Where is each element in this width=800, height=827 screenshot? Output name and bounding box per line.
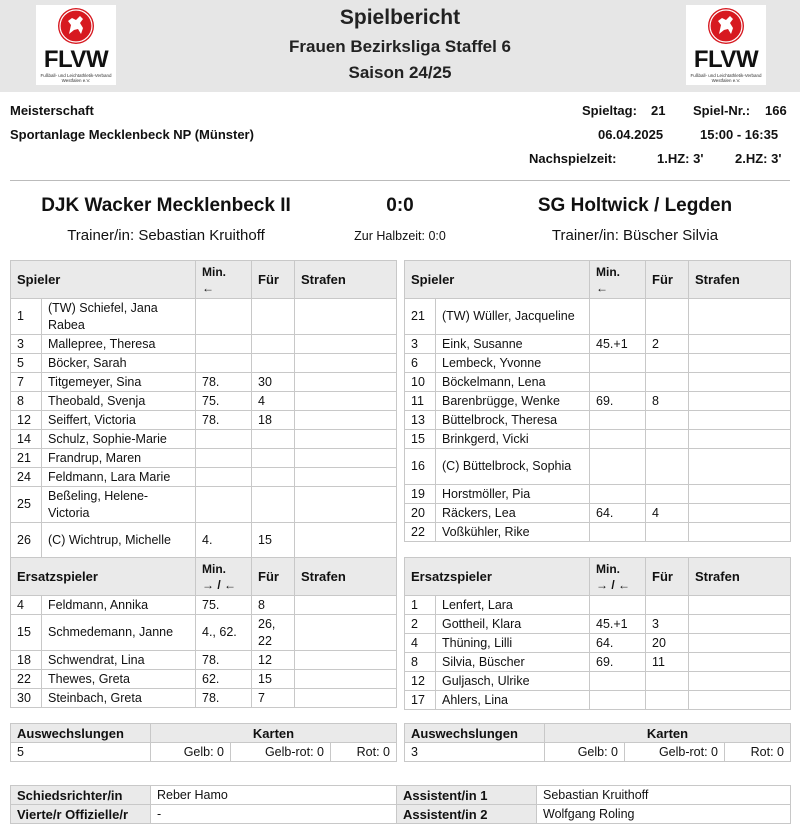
- penalties: [689, 523, 791, 542]
- player-number: 1: [405, 596, 436, 615]
- player-name: Schwendrat, Lina: [42, 651, 196, 670]
- assistant2-name: Wolfgang Roling: [537, 805, 791, 824]
- player-number: 25: [11, 487, 42, 523]
- home-team: DJK Wacker Mecklenbeck II: [41, 195, 291, 216]
- horse-crest-icon: [708, 8, 744, 44]
- player-number: 17: [405, 691, 436, 710]
- minute: 69.: [590, 392, 646, 411]
- table-row: [405, 485, 791, 504]
- table-header-row: [11, 724, 397, 743]
- table-row: [11, 430, 397, 449]
- replaced-number: [252, 335, 295, 354]
- table-row: [405, 634, 791, 653]
- table-row: [11, 689, 397, 708]
- penalties: [689, 504, 791, 523]
- table-row: [11, 354, 397, 373]
- player-name: Barenbrügge, Wenke: [436, 392, 590, 411]
- table-header-row: [405, 724, 791, 743]
- player-header: Spieler: [405, 261, 590, 299]
- minute: [590, 299, 646, 335]
- penalties: [689, 449, 791, 485]
- player-name: (C) Wichtrup, Michelle: [42, 523, 196, 559]
- for-header: Für: [252, 558, 295, 596]
- penalties: [295, 523, 397, 559]
- substitutions-header: Auswechslungen: [405, 724, 545, 743]
- player-number: 11: [405, 392, 436, 411]
- table-row: [11, 487, 397, 523]
- minute: 75.: [196, 392, 252, 411]
- player-name: Räckers, Lea: [436, 504, 590, 523]
- minute: [196, 354, 252, 373]
- replaced-number: [646, 691, 689, 710]
- minute: [590, 411, 646, 430]
- table-row: [11, 596, 397, 615]
- extra-time-h1: 1.HZ: 3': [657, 151, 704, 166]
- venue: Sportanlage Mecklenbeck NP (Münster): [10, 127, 254, 142]
- player-name: Horstmöller, Pia: [436, 485, 590, 504]
- minute: 4., 62.: [196, 615, 252, 651]
- table-row: [11, 651, 397, 670]
- penalties: [295, 689, 397, 708]
- table-row: [11, 743, 397, 762]
- table-row: [11, 786, 791, 805]
- penalties: [689, 373, 791, 392]
- minute: 4.: [196, 523, 252, 559]
- flvw-logo-right: [686, 5, 766, 85]
- player-number: 13: [405, 411, 436, 430]
- minute: 45.+1: [590, 335, 646, 354]
- player-number: 7: [11, 373, 42, 392]
- substitutions-count: 5: [11, 743, 151, 762]
- player-number: 22: [405, 523, 436, 542]
- replaced-number: [252, 430, 295, 449]
- player-number: 15: [11, 615, 42, 651]
- penalties-header: Strafen: [689, 558, 791, 596]
- penalties: [689, 653, 791, 672]
- player-name: Voßkühler, Rike: [436, 523, 590, 542]
- player-name: Steinbach, Greta: [42, 689, 196, 708]
- replaced-number: [252, 468, 295, 487]
- assistant2-label: Assistent/in 2: [397, 805, 537, 824]
- match-no-label: Spiel-Nr.:: [693, 103, 751, 118]
- table-row: [405, 430, 791, 449]
- minute: [196, 430, 252, 449]
- player-number: 4: [11, 596, 42, 615]
- for-header: Für: [646, 558, 689, 596]
- table-row: [405, 354, 791, 373]
- minute: [590, 691, 646, 710]
- minute: 45.+1: [590, 615, 646, 634]
- player-number: 2: [405, 615, 436, 634]
- player-number: 24: [11, 468, 42, 487]
- replaced-number: 12: [252, 651, 295, 670]
- minute: 69.: [590, 653, 646, 672]
- table-row: [11, 335, 397, 354]
- player-header: Spieler: [11, 261, 196, 299]
- player-name: Eink, Susanne: [436, 335, 590, 354]
- penalties: [295, 449, 397, 468]
- player-number: 10: [405, 373, 436, 392]
- substitutions-header: Auswechslungen: [11, 724, 151, 743]
- away-subs-table: [404, 557, 791, 710]
- home-summary-table: [10, 723, 397, 762]
- away-lineup-table: [404, 260, 791, 542]
- extra-time-label: Nachspielzeit:: [529, 151, 617, 166]
- player-number: 15: [405, 430, 436, 449]
- penalties: [295, 670, 397, 689]
- replaced-number: [252, 487, 295, 523]
- replaced-number: 4: [646, 504, 689, 523]
- replaced-number: [646, 430, 689, 449]
- minute: [590, 373, 646, 392]
- player-number: 1: [11, 299, 42, 335]
- replaced-number: [646, 373, 689, 392]
- minute-header: Min. ←: [196, 261, 252, 299]
- table-row: [11, 373, 397, 392]
- penalties: [689, 634, 791, 653]
- player-name: Feldmann, Lara Marie: [42, 468, 196, 487]
- penalties: [295, 411, 397, 430]
- minute-header: Min. → / ←: [590, 558, 646, 596]
- penalties: [295, 468, 397, 487]
- table-row: [405, 335, 791, 354]
- replaced-number: 8: [252, 596, 295, 615]
- penalties: [295, 596, 397, 615]
- minute-header: Min. ←: [590, 261, 646, 299]
- table-header-row: [11, 261, 397, 299]
- penalties: [295, 430, 397, 449]
- yellow-red-cards: Gelb-rot: 0: [231, 743, 331, 762]
- referee-label: Schiedsrichter/in: [11, 786, 151, 805]
- replaced-number: 15: [252, 670, 295, 689]
- player-name: (C) Büttelbrock, Sophia: [436, 449, 590, 485]
- minute: [196, 335, 252, 354]
- minute: [590, 430, 646, 449]
- yellow-red-cards: Gelb-rot: 0: [625, 743, 725, 762]
- table-row: [11, 805, 791, 824]
- player-name: Schmedemann, Janne: [42, 615, 196, 651]
- minute: [590, 523, 646, 542]
- fourth-official-label: Vierte/r Offizielle/r: [11, 805, 151, 824]
- for-header: Für: [646, 261, 689, 299]
- fourth-official-name: -: [151, 805, 397, 824]
- table-row: [405, 411, 791, 430]
- player-name: Böcker, Sarah: [42, 354, 196, 373]
- player-number: 6: [405, 354, 436, 373]
- penalties-header: Strafen: [295, 261, 397, 299]
- minute: 64.: [590, 634, 646, 653]
- replaced-number: 15: [252, 523, 295, 559]
- player-number: 21: [11, 449, 42, 468]
- match-type: Meisterschaft: [10, 103, 94, 118]
- replaced-number: [252, 449, 295, 468]
- penalties: [295, 392, 397, 411]
- horse-crest-icon: [58, 8, 94, 44]
- assistant1-name: Sebastian Kruithoff: [537, 786, 791, 805]
- table-header-row: [11, 558, 397, 596]
- player-name: Thüning, Lilli: [436, 634, 590, 653]
- score: 0:0: [386, 195, 414, 216]
- table-row: [405, 672, 791, 691]
- penalties-header: Strafen: [689, 261, 791, 299]
- replaced-number: [646, 485, 689, 504]
- matchday-label: Spieltag:: [582, 103, 637, 118]
- table-row: [405, 373, 791, 392]
- player-name: Frandrup, Maren: [42, 449, 196, 468]
- table-row: [11, 615, 397, 651]
- minute: [590, 354, 646, 373]
- table-row: [11, 523, 397, 559]
- penalties: [689, 392, 791, 411]
- replaced-number: [646, 299, 689, 335]
- for-header: Für: [252, 261, 295, 299]
- replaced-number: [646, 596, 689, 615]
- minute: 78.: [196, 651, 252, 670]
- minute: 64.: [590, 504, 646, 523]
- league-title: Frauen Bezirksliga Staffel 6: [288, 37, 512, 56]
- match-no: 166: [765, 103, 787, 118]
- player-name: Lenfert, Lara: [436, 596, 590, 615]
- player-number: 8: [11, 392, 42, 411]
- yellow-cards: Gelb: 0: [545, 743, 625, 762]
- minute: [590, 596, 646, 615]
- table-row: [405, 691, 791, 710]
- table-row: [11, 670, 397, 689]
- player-name: (TW) Wüller, Jacqueline: [436, 299, 590, 335]
- table-row: [405, 299, 791, 335]
- cards-header: Karten: [151, 724, 397, 743]
- player-number: 30: [11, 689, 42, 708]
- flvw-logo-left: [36, 5, 116, 85]
- minute: [590, 449, 646, 485]
- player-number: 12: [11, 411, 42, 430]
- minute: [196, 468, 252, 487]
- penalties: [689, 335, 791, 354]
- player-name: Böckelmann, Lena: [436, 373, 590, 392]
- cards-header: Karten: [545, 724, 791, 743]
- replaced-number: [646, 354, 689, 373]
- logo-text: FLVW: [43, 46, 109, 73]
- matchday: 21: [651, 103, 666, 118]
- table-row: [405, 523, 791, 542]
- table-row: [405, 504, 791, 523]
- page-title: Spielbericht: [339, 6, 461, 29]
- assistant1-label: Assistent/in 1: [397, 786, 537, 805]
- table-row: [405, 449, 791, 485]
- player-name: Thewes, Greta: [42, 670, 196, 689]
- season-title: Saison 24/25: [348, 63, 452, 82]
- player-number: 20: [405, 504, 436, 523]
- table-row: [405, 392, 791, 411]
- table-header-row: [405, 558, 791, 596]
- penalties: [689, 615, 791, 634]
- minute: 78.: [196, 411, 252, 430]
- table-row: [11, 468, 397, 487]
- replaced-number: [646, 523, 689, 542]
- penalties: [689, 411, 791, 430]
- player-name: Seiffert, Victoria: [42, 411, 196, 430]
- table-row: [11, 392, 397, 411]
- replaced-number: 11: [646, 653, 689, 672]
- replaced-number: 7: [252, 689, 295, 708]
- substitutions-count: 3: [405, 743, 545, 762]
- player-number: 26: [11, 523, 42, 559]
- player-number: 12: [405, 672, 436, 691]
- match-time: 15:00 - 16:35: [700, 127, 779, 142]
- player-number: 14: [11, 430, 42, 449]
- penalties: [295, 354, 397, 373]
- extra-time-h2: 2.HZ: 3': [735, 151, 782, 166]
- red-cards: Rot: 0: [331, 743, 397, 762]
- minute: 78.: [196, 373, 252, 392]
- away-summary-table: [404, 723, 791, 762]
- yellow-cards: Gelb: 0: [151, 743, 231, 762]
- minute: 75.: [196, 596, 252, 615]
- minute: [196, 449, 252, 468]
- table-row: [11, 299, 397, 335]
- replaced-number: [646, 672, 689, 691]
- player-number: 22: [11, 670, 42, 689]
- table-row: [11, 411, 397, 430]
- penalties: [689, 299, 791, 335]
- away-team: SG Holtwick / Legden: [537, 195, 733, 216]
- replaced-number: 30: [252, 373, 295, 392]
- officials-table: [10, 785, 791, 824]
- player-name: Theobald, Svenja: [42, 392, 196, 411]
- player-number: 18: [11, 651, 42, 670]
- logo-subtitle: Fußball- und Leichtathletik-Verband Westfalen e.V.: [40, 73, 112, 83]
- replaced-number: [646, 449, 689, 485]
- player-number: 21: [405, 299, 436, 335]
- replaced-number: [252, 299, 295, 335]
- player-number: 5: [11, 354, 42, 373]
- home-lineup-table: [10, 260, 397, 559]
- replaced-number: [252, 354, 295, 373]
- away-trainer: Trainer/in: Büscher Silvia: [551, 227, 719, 244]
- table-row: [405, 743, 791, 762]
- table-row: [405, 615, 791, 634]
- player-name: Beßeling, Helene-Victoria: [42, 487, 196, 523]
- player-number: 4: [405, 634, 436, 653]
- player-number: 3: [405, 335, 436, 354]
- penalties: [295, 615, 397, 651]
- penalties-header: Strafen: [295, 558, 397, 596]
- player-name: Silvia, Büscher: [436, 653, 590, 672]
- replaced-number: 18: [252, 411, 295, 430]
- player-name: Schulz, Sophie-Marie: [42, 430, 196, 449]
- minute: [196, 487, 252, 523]
- minute-header: Min. → / ←: [196, 558, 252, 596]
- player-name: Brinkgerd, Vicki: [436, 430, 590, 449]
- subs-header: Ersatzspieler: [405, 558, 590, 596]
- player-name: (TW) Schiefel, Jana Rabea: [42, 299, 196, 335]
- table-row: [405, 653, 791, 672]
- penalties: [295, 651, 397, 670]
- player-number: 8: [405, 653, 436, 672]
- replaced-number: 20: [646, 634, 689, 653]
- replaced-number: 4: [252, 392, 295, 411]
- minute: [196, 299, 252, 335]
- player-number: 19: [405, 485, 436, 504]
- referee-name: Reber Hamo: [151, 786, 397, 805]
- minute: 62.: [196, 670, 252, 689]
- penalties: [689, 691, 791, 710]
- penalties: [295, 335, 397, 354]
- penalties: [295, 299, 397, 335]
- table-header-row: [405, 261, 791, 299]
- logo-text: FLVW: [693, 46, 759, 73]
- minute: [590, 672, 646, 691]
- table-row: [11, 449, 397, 468]
- player-name: Gottheil, Klara: [436, 615, 590, 634]
- home-trainer: Trainer/in: Sebastian Kruithoff: [67, 227, 265, 244]
- subs-header: Ersatzspieler: [11, 558, 196, 596]
- player-number: 3: [11, 335, 42, 354]
- replaced-number: 2: [646, 335, 689, 354]
- penalties: [689, 430, 791, 449]
- minute: 78.: [196, 689, 252, 708]
- match-date: 06.04.2025: [598, 127, 664, 142]
- player-name: Feldmann, Annika: [42, 596, 196, 615]
- replaced-number: 26, 22: [252, 615, 295, 651]
- player-number: 16: [405, 449, 436, 485]
- replaced-number: 8: [646, 392, 689, 411]
- penalties: [295, 373, 397, 392]
- minute: [590, 485, 646, 504]
- player-name: Lembeck, Yvonne: [436, 354, 590, 373]
- table-row: [405, 596, 791, 615]
- divider: [10, 180, 790, 181]
- replaced-number: 3: [646, 615, 689, 634]
- player-name: Mallepree, Theresa: [42, 335, 196, 354]
- replaced-number: [646, 411, 689, 430]
- player-name: Guljasch, Ulrike: [436, 672, 590, 691]
- player-name: Titgemeyer, Sina: [42, 373, 196, 392]
- red-cards: Rot: 0: [725, 743, 791, 762]
- penalties: [689, 672, 791, 691]
- penalties: [689, 485, 791, 504]
- home-subs-table: [10, 557, 397, 708]
- penalties: [689, 596, 791, 615]
- logo-subtitle: Fußball- und Leichtathletik-Verband Westfalen e.V.: [690, 73, 762, 83]
- penalties: [295, 487, 397, 523]
- halftime-score: Zur Halbzeit: 0:0: [354, 229, 446, 243]
- player-name: Büttelbrock, Theresa: [436, 411, 590, 430]
- penalties: [689, 354, 791, 373]
- player-name: Ahlers, Lina: [436, 691, 590, 710]
